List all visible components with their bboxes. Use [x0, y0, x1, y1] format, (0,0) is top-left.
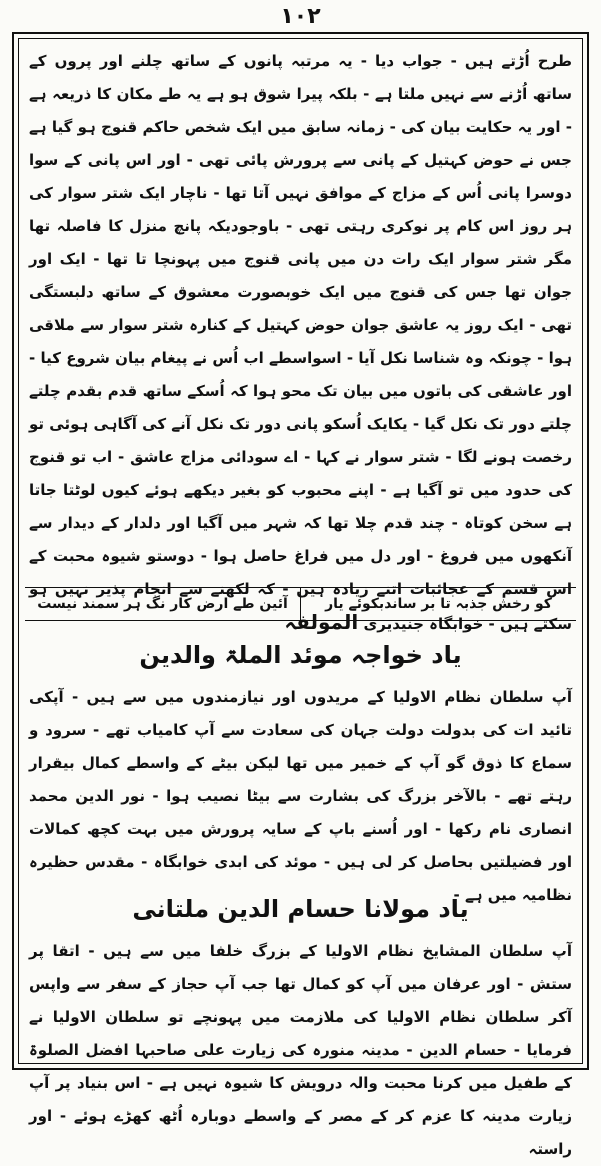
- page-number: ۱۰۲: [280, 4, 321, 29]
- story-text: طرح اُڑتے ہیں - جواب دیا - یہ مرتبہ پانوں کے ساتھ چلنے اور پروں کے ساتھ اُڑنے سے نہیں ملتا ہے - بلکہ پیرا شوق ہو ہے یہ طے مکان کا ذریعہ ہے - اور یہ حکایت بیان کی - زمانہ سابق میں ایک شخص حاکم قنوج ہو گیا ہے جس نے حوض کہتیل کے پانی سے پرورش پائی تھی - اور اس پانی کے سوا دوسرا پانی اُس کے مزاج کے موافق نہیں آتا تھا - ناچار ایک شتر سوار کی ہر روز اس کام پر نوکری رہتی تھی - باوجودیکہ پانچ منزل کا فاصلہ تھا مگر شتر سوار ایک رات دن میں پانی قنوج میں پہونچا تا تھا - ایک اور جوان تھا جس کی قنوج میں ایک خوبصورت معشوق کے ساتھ دلبستگی تھی - ایک روز یہ عاشق جوان حوض کہتیل کے کنارہ شتر سوار سے ملاقی ہوا - چونکہ وہ شناسا نکل آیا - اسواسطے اب اُس نے پیغام بیان شروع کیا - اور عاشقی کی باتوں میں بیان تک محو ہوا کہ اُسکے ساتھ قدم بقدم چلتے چلتے دور تک نکل گیا - یکایک اُسکو پانی دور تک نکل آنے کی آگاہی ہوئی تو رخصت ہونے لگا - شتر سوار نے کہا - اے سودائی مزاج عاشق - اب تو قنوج کی حدود میں تو آگیا ہے - اپنے محبوب کو بغیر دیکھے ہوئے کیوں لوٹتا جاتا ہے سخن کوتاہ - چند قدم چلا تھا کہ شہر میں آگیا اور دلدار کے دیدار سے آنکھوں میں فروغ - اور دل میں فراغ حاصل ہوا - دوستو شیوہ محبت کے اس قسم کے عجائبات اتنے زیادہ ہیں - کہ لکھنے سے انجام پذیر نہیں ہو سکتے ہیں - خوابگاہ جنیدیری: [29, 52, 572, 633]
- story-paragraph: [29, 45, 572, 641]
- verse-couplet: [25, 587, 576, 621]
- author-signature: المولفہ: [284, 610, 359, 634]
- section-heading-muayyad: یاد خواجہ موئد الملۃ والدین: [139, 641, 462, 669]
- muayyad-paragraph: آپ سلطان نظام الاولیا کے مریدوں اور نیازمندوں میں سے ہیں - آپکی تائید ات کی بدولت دولت جہان کی سعادت سے آپ کامیاب تھے - سرود و سماع کا ذوق گو آپ کے خمیر میں تھا لیکن بیٹے کے واسطے کمال بیقرار رہتے تھے - بالآخر بزرگ کی بشارت سے بیٹا نصیب ہوا - نور الدین محمد انصاری نام رکھا - اور اُسنے باپ کے سایہ پرورش میں بہت کچھ کمالات اور فضیلتیں بحاصل کر لی ہیں - موئد کی ابدی خوابگاہ - مقدس حظیرہ نظامیہ میں ہے -: [29, 688, 572, 904]
- page-content: [18, 38, 583, 1158]
- page-frame: [12, 32, 589, 1158]
- husamuddin-paragraph: آپ سلطان المشایخ نظام الاولیا کے بزرگ خلفا میں سے ہیں - اتقا پر ستش - اور عرفان میں آپ کو کمال تھا جب آپ حجاز کے سفر سے واپس آکر سلطان نظام الاولیا کی ملازمت میں پہونچے تو سلطان الاولیا نے فرمایا - حسام الدین - مدینہ منورہ کی زیارت علی صاحبہا افضل الصلوۃ کے طفیل میں کرنا محبت والہ درویش کا شیوہ نہیں ہے - اس بنیاد پر آپ زیارت مدینہ کا عزم کر کے مصر کے واسطے دوبارہ اُٹھ کھڑے ہوئے - اور راستہ: [29, 942, 572, 1158]
- verse-first-hemistich: کو رخش جذبہ تا بر ساندبکوئے یار: [300, 588, 576, 620]
- verse-second-hemistich: آئین طے ارض کار نگ ہر سمند نیست: [37, 596, 288, 612]
- section-heading-husamuddin: یاد مولانا حسام الدین ملتانی: [132, 895, 469, 923]
